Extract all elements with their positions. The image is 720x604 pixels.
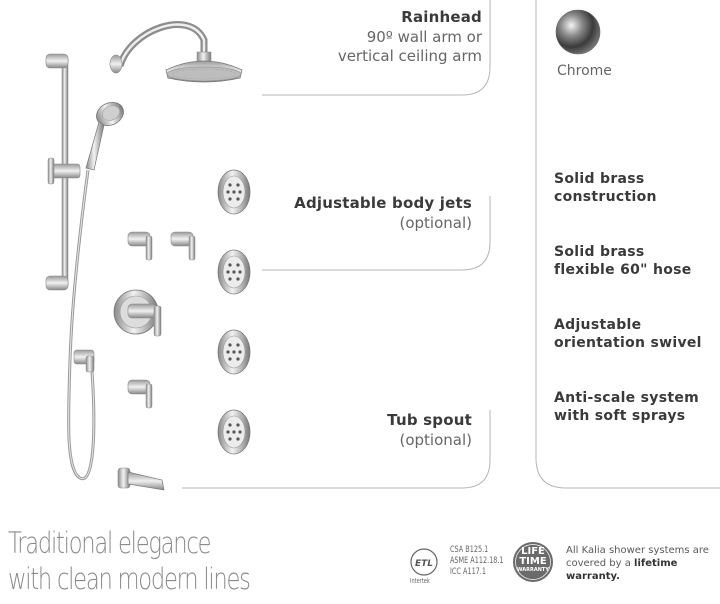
body-jet-4	[218, 410, 250, 454]
slide-bar	[46, 54, 80, 290]
tub-spout-sub: (optional)	[399, 431, 472, 449]
feature-item: Solid brass flexible 60" hose	[554, 244, 692, 278]
body-jets-title: Adjustable body jets	[294, 194, 472, 212]
thermostatic-valve	[114, 290, 161, 336]
warranty-text: All Kalia shower systems are covered by a lifetime warranty.	[566, 545, 709, 582]
handle-1	[128, 232, 152, 260]
handle-3	[128, 380, 152, 408]
rainhead-line-1: 90º wall arm or	[366, 28, 482, 46]
chrome-swatch	[556, 10, 600, 54]
tub-spout	[118, 468, 164, 490]
etl-mark-label: Intertek	[410, 577, 430, 585]
tub-spout-title: Tub spout	[387, 411, 472, 429]
body-jet-1	[218, 170, 250, 214]
etl-mark-icon	[411, 549, 437, 575]
rainhead-title: Rainhead	[401, 8, 482, 26]
rainhead-line-2: vertical ceiling arm	[337, 47, 482, 65]
feature-item: Anti-scale system with soft sprays	[554, 390, 700, 424]
svg-text:ETL: ETL	[414, 559, 434, 569]
rainhead-callout	[262, 8, 482, 65]
feature-item: Adjustable orientation swivel	[554, 317, 702, 351]
body-jets	[218, 170, 250, 454]
feature-item: Solid brass construction	[554, 171, 657, 205]
finish-label: Chrome	[557, 63, 612, 79]
rainhead	[110, 25, 242, 82]
handshower	[69, 98, 128, 479]
body-jet-3	[218, 330, 250, 374]
body-jets-sub: (optional)	[399, 214, 472, 232]
body-jet-2	[218, 250, 250, 294]
tub-spout-callout	[262, 411, 472, 449]
tagline-line-1: Traditional elegance	[8, 526, 211, 560]
lifetime-badge-text: LIFE TIME WARRANTY	[517, 546, 549, 573]
tagline-line-2: with clean modern lines	[8, 562, 250, 596]
handle-2	[171, 232, 195, 260]
body-jets-callout	[262, 194, 472, 232]
certification-standards: CSA B125.1 ASME A112.18.1 ICC A117.1	[450, 545, 504, 577]
